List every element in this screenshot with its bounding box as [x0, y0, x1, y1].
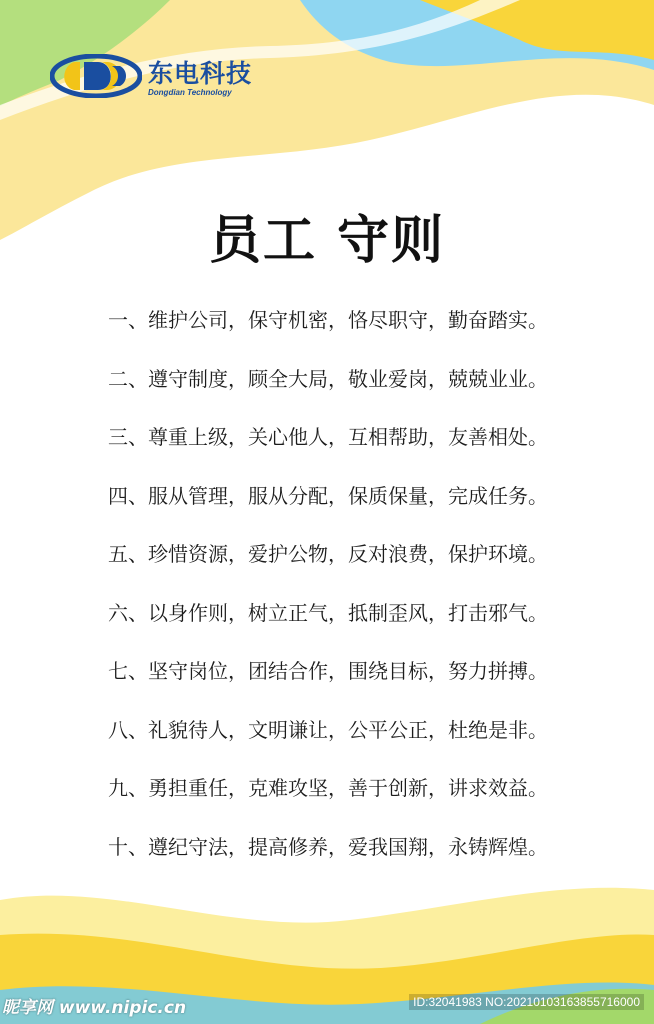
rule-item-5: 五、珍惜资源，爱护公物，反对浪费，保护环境。 — [108, 542, 548, 566]
image-id-watermark: ID:32041983 NO:20210103163855716000 — [409, 994, 644, 1010]
rule-item-2: 二、遵守制度，顾全大局，敬业爱岗，兢兢业业。 — [108, 366, 548, 391]
rule-item-6: 六、以身作则，树立正气，抵制歪风，打击邪气。 — [108, 600, 548, 625]
rule-item-10: 十、遵纪守法，提高修养，爱我国翔，永铸辉煌。 — [108, 834, 548, 859]
rule-item-7: 七、坚守岗位，团结合作，围绕目标，努力拼搏。 — [108, 659, 548, 683]
dd-logo-icon — [50, 54, 142, 98]
company-logo — [50, 52, 280, 102]
rule-item-4: 四、服从管理，服从分配，保质保量，完成任务。 — [108, 483, 548, 508]
company-name-cn: 东电科技 — [148, 59, 253, 88]
page-title: 员工 守则 — [208, 210, 446, 271]
rule-item-9: 九、勇担重任，克难攻坚，善于创新，讲求效益。 — [108, 776, 548, 800]
company-name-en: Dongdian Technology — [148, 88, 232, 97]
rule-item-8: 八、礼貌待人，文明谦让，公平公正，杜绝是非。 — [108, 717, 548, 742]
rule-item-3: 三、尊重上级，关心他人，互相帮助，友善相处。 — [108, 425, 548, 449]
rules-list — [108, 300, 618, 885]
rule-item-1: 一、维护公司，保守机密，恪尽职守，勤奋踏实。 — [108, 308, 548, 332]
site-watermark: 昵享网 www.nipic.cn — [2, 998, 187, 1018]
